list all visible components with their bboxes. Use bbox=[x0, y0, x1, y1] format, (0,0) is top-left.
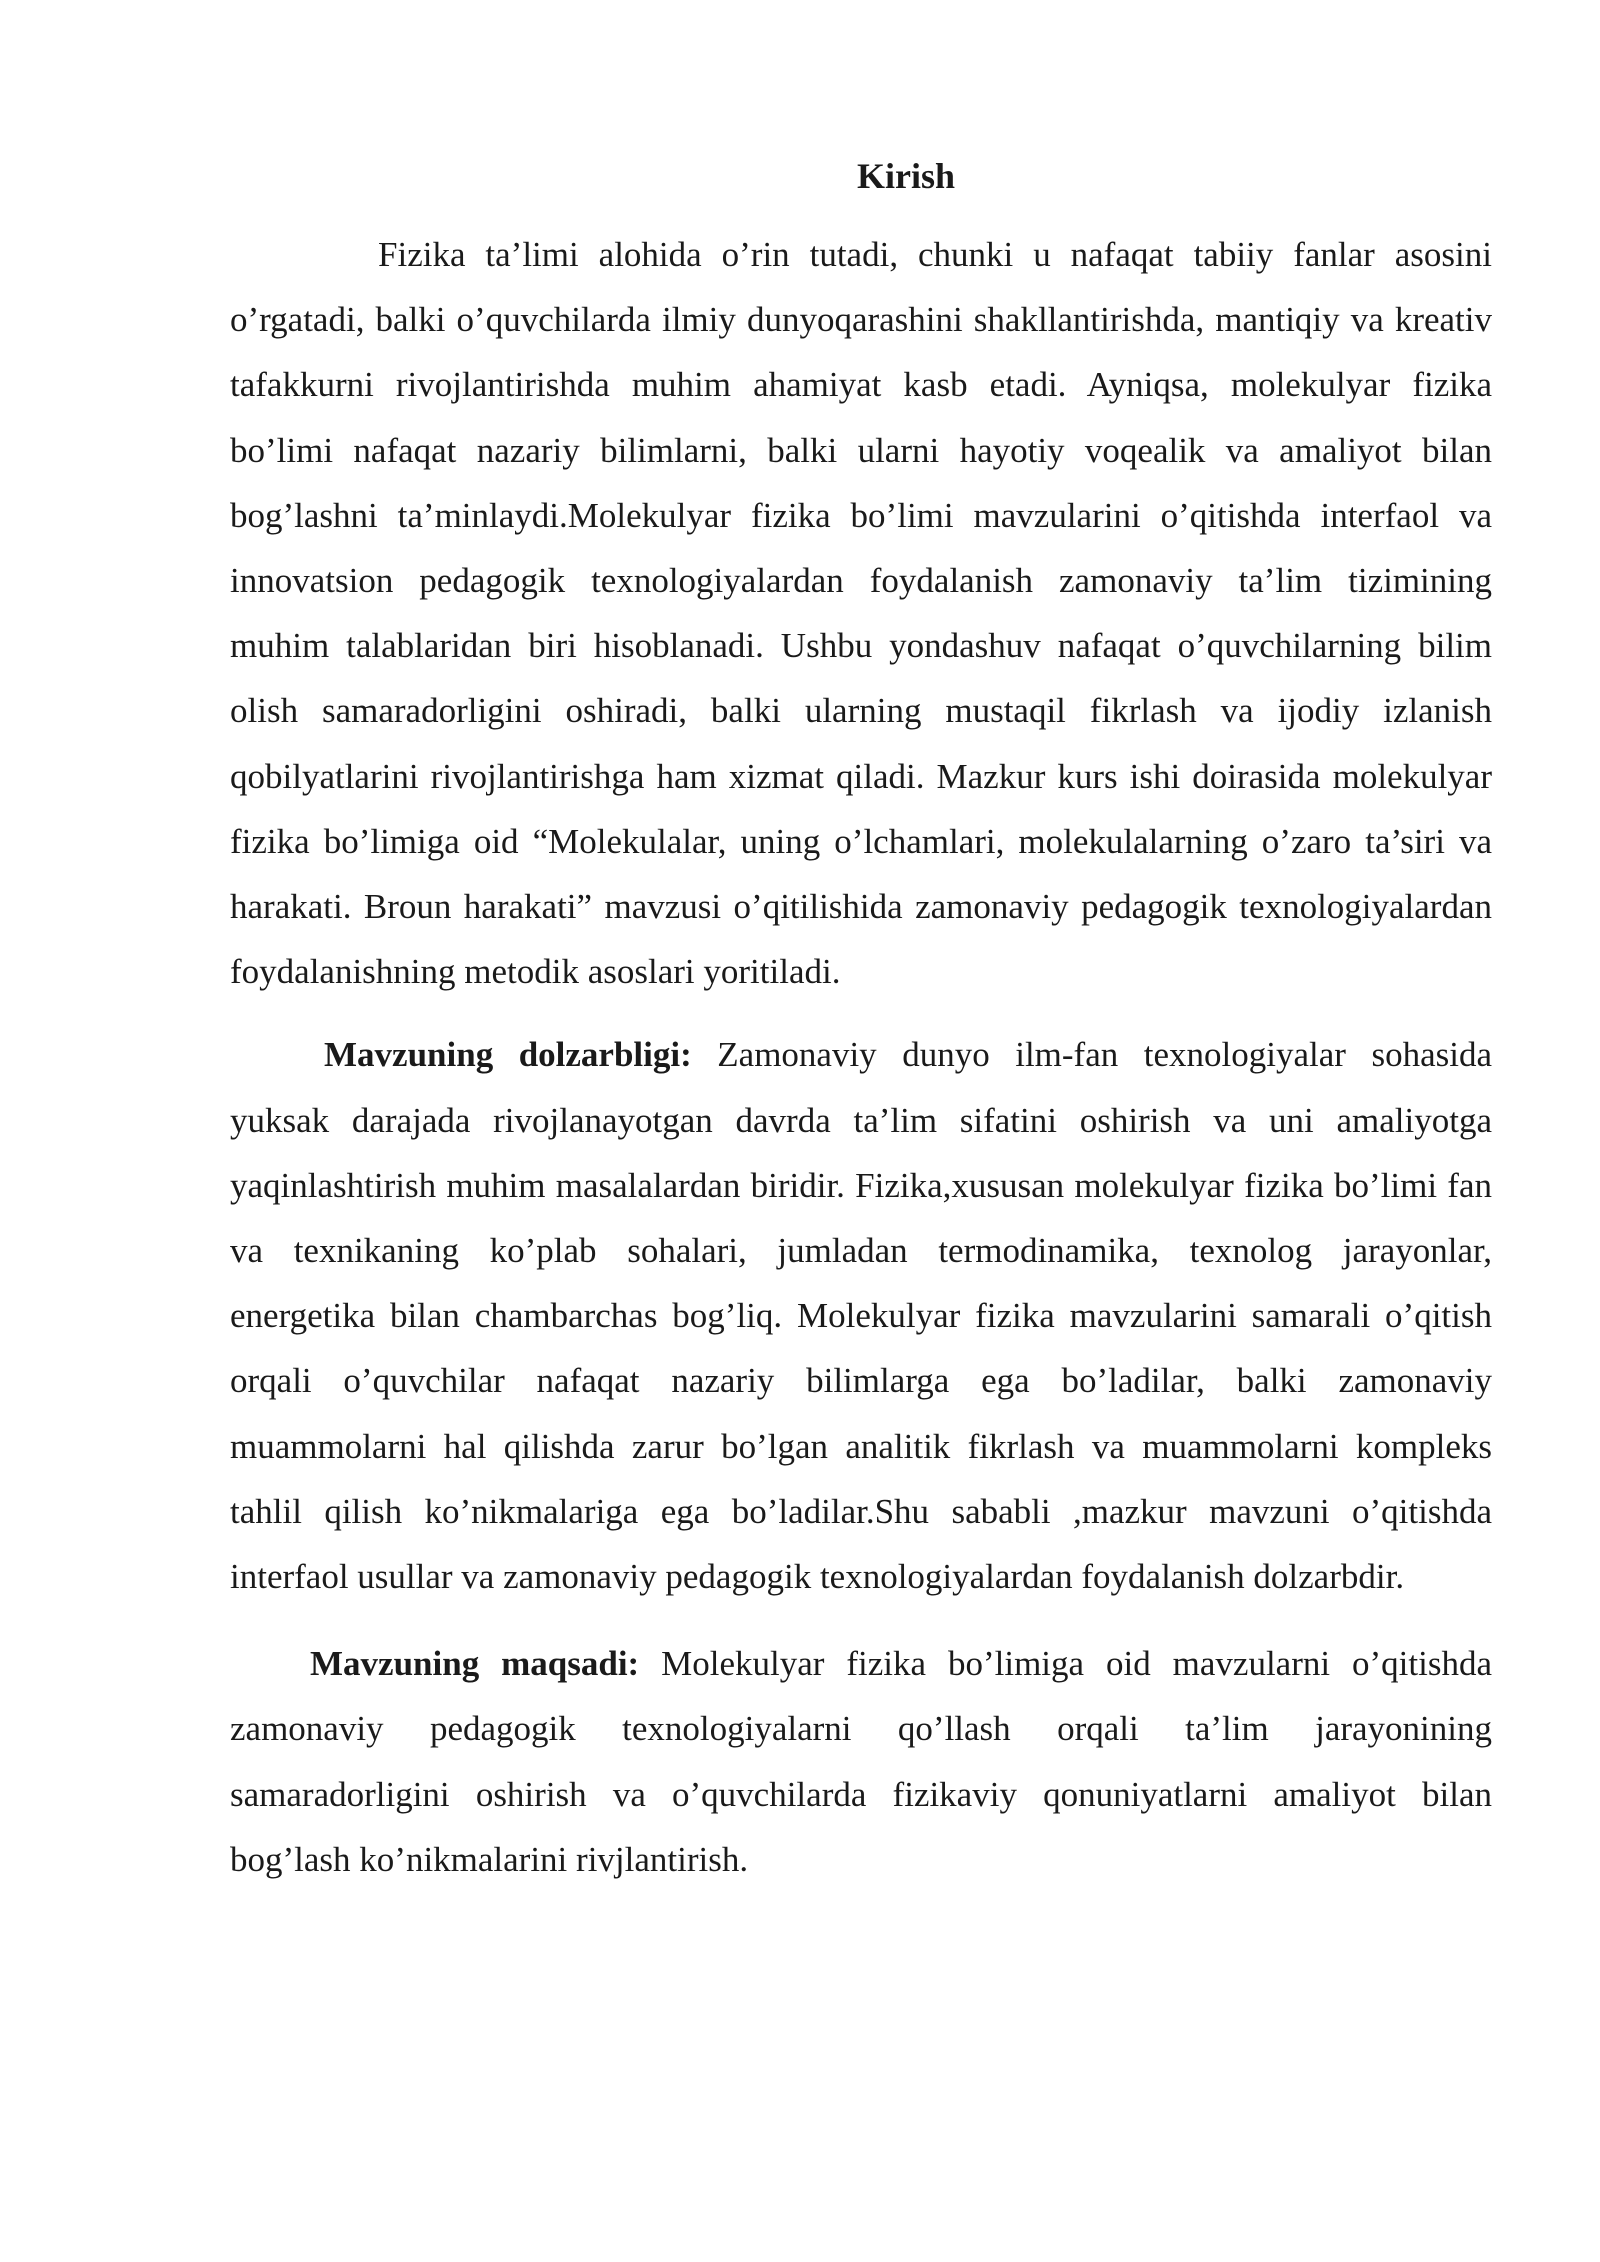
relevance-text: Zamonaviy dunyo ilm-fan texnologiyalar sohasida yuksak darajada rivojlanayotgan davrda ta’lim sifatini oshirish va uni amaliyotga yaqinlashtirish muhim masalalardan biridir. Fizika,xususan molekulyar fizika bo’limi fan va texnikaning ko’plab sohalari, jumladan termodinamika, texnolog jarayonlar, energetika bilan chambarchas bog’liq. Molekulyar fizika mavzularini samarali o’qitish orqali o’quvchilar nafaqat nazariy bilimlarga ega bo’ladilar, balki zamonaviy muammolarni hal qilishda zarur bo’lgan analitik fikrlash va muammolarni kompleks tahlil qilish ko’nikmalariga ega bo’ladilar.Shu sababli ,mazkur mavzuni o’qitishda interfaol usullar va zamonaviy pedagogik texnologiyalardan foydalanish dolzarbdir. bbox=[230, 1035, 1492, 1597]
document-page bbox=[230, 140, 1492, 1892]
goal-heading: Mavzuning maqsadi: bbox=[310, 1644, 640, 1684]
page-title: Kirish bbox=[856, 156, 955, 196]
relevance-heading: Mavzuning dolzarbligi: bbox=[324, 1035, 692, 1075]
goal-paragraph bbox=[230, 1631, 1492, 1892]
goal-text: Molekulyar fizika bo’limiga oid mavzularni o’qitishda zamonaviy pedagogik texnologiyalarni qo’llash orqali ta’lim jarayonining samaradorligini oshirish va o’quvchilarda fizikaviy qonuniyatlarni amaliyot bilan bog’lash ko’nikmalarini rivjlantirish. bbox=[230, 1644, 1492, 1879]
relevance-paragraph bbox=[230, 1022, 1492, 1609]
intro-paragraph: Fizika ta’limi alohida o’rin tutadi, chunki u nafaqat tabiiy fanlar asosini o’rgatadi, balki o’quvchilarda ilmiy dunyoqarashini shakllantirishda, mantiqiy va kreativ tafakkurni rivojlantirishda muhim ahamiyat kasb etadi. Ayniqsa, molekulyar fizika bo’limi nafaqat nazariy bilimlarni, balki ularni hayotiy voqealik va amaliyot bilan bog’lashni ta’minlaydi.Molekulyar fizika bo’limi mavzularini o’qitishda interfaol va innovatsion pedagogik texnologiyalardan foydalanish zamonaviy ta’lim tizimining muhim talablaridan biri hisoblanadi. Ushbu yondashuv nafaqat o’quvchilarning bilim olish samaradorligini oshiradi, balki ularning mustaqil fikrlash va ijodiy izlanish qobilyatlarini rivojlantirishga ham xizmat qiladi. Mazkur kurs ishi doirasida molekulyar fizika bo’limiga oid “Molekulalar, uning o’lchamlari, molekulalarning o’zaro ta’siri va harakati. Broun harakati” mavzusi o’qitilishida zamonaviy pedagogik texnologiyalardan foydalanishning metodik asoslari yoritiladi. bbox=[230, 235, 1492, 992]
